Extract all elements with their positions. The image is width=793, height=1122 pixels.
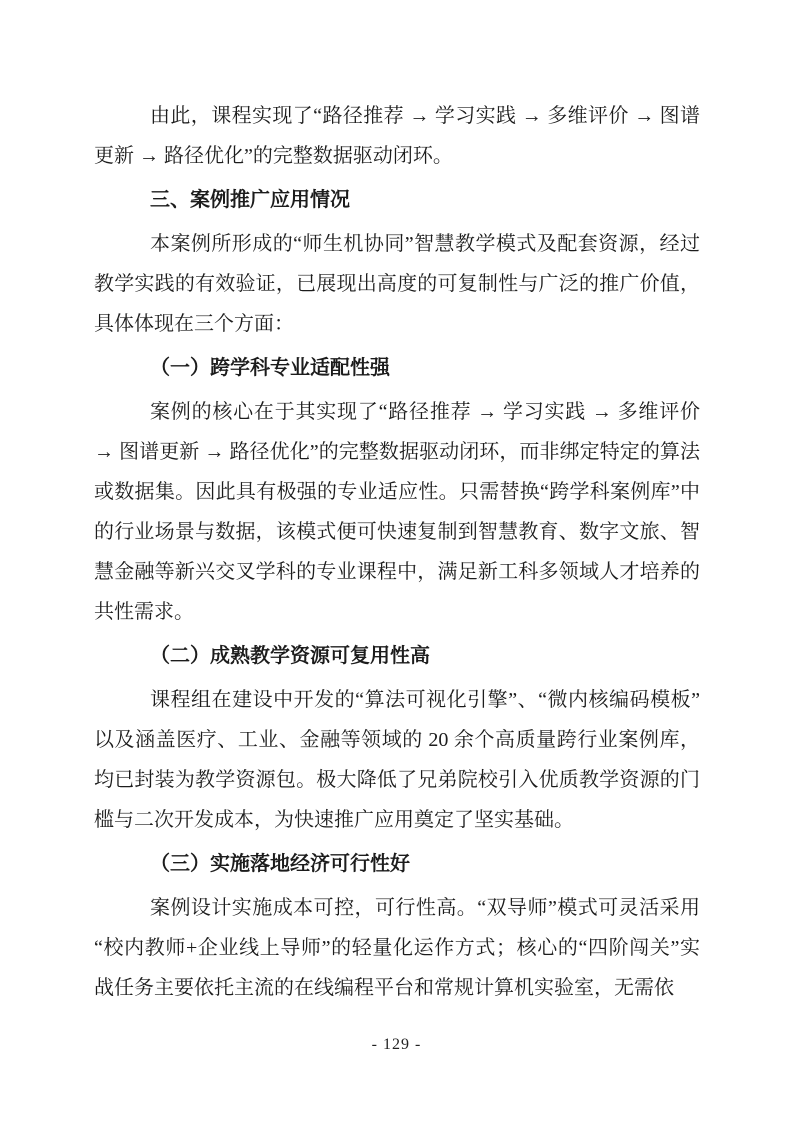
- paragraph-section-intro: 本案例所形成的“师生机协同”智慧教学模式及配套资源，经过教学实践的有效验证，已展现出高度的可复制性与广泛的推广价值，具体体现在三个方面：: [94, 233, 700, 335]
- subheading-economic-feasibility: （三）实施落地经济可行性好: [150, 853, 410, 875]
- paragraph-cross-discipline-adaptability: 案例的核心在于其实现了“路径推荐 → 学习实践 → 多维评价 → 图谱更新 → 路径优化”的完整数据驱动闭环，而非绑定特定的算法或数据集。因此具有极强的专业适应性。只需替换“跨学科案例库”中的行业场景与数据，该模式便可快速复制到智慧教育、数字文旅、智慧金融等新兴交叉学科的专业课程中，满足新工科多领域人才培养的共性需求。: [94, 401, 700, 623]
- subheading-reusable-resources: （二）成熟教学资源可复用性高: [150, 645, 430, 667]
- page-number: - 129 -: [371, 1036, 422, 1053]
- paragraph-economic-feasibility: 案例设计实施成本可控，可行性高。“双导师”模式可灵活采用“校内教师+企业线上导师”的轻量化运作方式；核心的“四阶闯关”实战任务主要依托主流的在线编程平台和常规计算机实验室，无需依: [94, 897, 700, 999]
- section-heading-promotion: 三、案例推广应用情况: [150, 189, 350, 211]
- subheading-cross-discipline-adaptability: （一）跨学科专业适配性强: [150, 357, 390, 379]
- paragraph-reusable-resources: 课程组在建设中开发的“算法可视化引擎”、“微内核编码模板”以及涵盖医疗、工业、金融等领域的 20 余个高质量跨行业案例库，均已封装为教学资源包。极大降低了兄弟院校引入优质教学资源的门槛与二次开发成本，为快速推广应用奠定了坚实基础。: [94, 689, 700, 831]
- paragraph-data-loop-summary: 由此，课程实现了“路径推荐 → 学习实践 → 多维评价 → 图谱更新 → 路径优化”的完整数据驱动闭环。: [94, 105, 700, 167]
